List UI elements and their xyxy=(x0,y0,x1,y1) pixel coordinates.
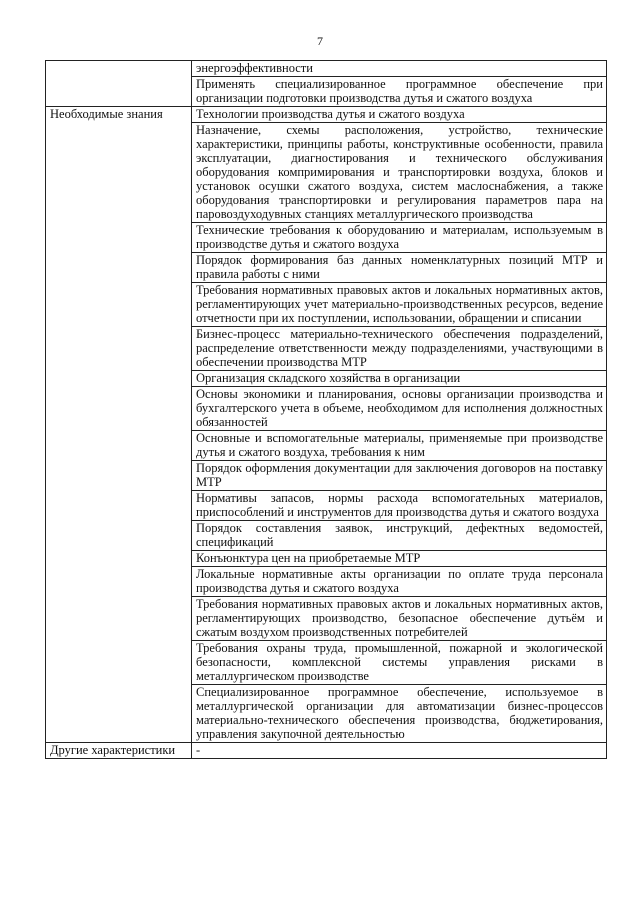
requirement-text: энергоэффективности xyxy=(192,61,607,77)
requirement-text: Основы экономики и планирования, основы организации производства и бухгалтерского учета в объеме, необходимом для исполнения должностных обязанностей xyxy=(192,387,607,431)
requirement-text: Нормативы запасов, нормы расхода вспомогательных материалов, приспособлений и инструментов для производства дутья и сжатого воздуха xyxy=(192,491,607,521)
requirement-text: Порядок составления заявок, инструкций, дефектных ведомостей, спецификаций xyxy=(192,521,607,551)
requirement-text: Локальные нормативные акты организации по оплате труда персонала производства дутья и сжатого воздуха xyxy=(192,567,607,597)
requirement-text: Применять специализированное программное обеспечение при организации подготовки производства дутья и сжатого воздуха xyxy=(192,77,607,107)
requirement-text: Технические требования к оборудованию и материалам, используемым в производстве дутья и сжатого воздуха xyxy=(192,223,607,253)
table-row xyxy=(46,743,607,759)
requirement-text: Технологии производства дутья и сжатого воздуха xyxy=(192,107,607,123)
requirement-text: Бизнес-процесс материально-технического обеспечения подразделений, распределение ответственности между подразделениями, участвующими в обеспечении производства МТР xyxy=(192,327,607,371)
requirements-table xyxy=(45,60,607,759)
requirement-text: Требования охраны труда, промышленной, пожарной и экологической безопасности, комплексной системы управления рисками в металлургическом производстве xyxy=(192,641,607,685)
requirement-text: Специализированное программное обеспечение, используемое в металлургической организации для автоматизации бизнес-процессов материально-технического обеспечения производства, бюджетирования, управления закупочной деятельностью xyxy=(192,685,607,743)
requirement-text: Требования нормативных правовых актов и локальных нормативных актов, регламентирующих учет материально-производственных ресурсов, ведение отчетности при их поступлении, использовании, обращении и списании xyxy=(192,283,607,327)
requirement-text: Назначение, схемы расположения, устройство, технические характеристики, принципы работы, конструктивные особенности, правила эксплуатации, диагностирования и технического обслуживания оборудования компримирования и транспортировки воздуха, блоков и установок осушки сжатого воздуха, систем маслоснабжения, а также оборудования транспортировки и регулирования параметров пара на паровоздуходувных станциях металлургического производства xyxy=(192,123,607,223)
requirement-text: - xyxy=(192,743,607,759)
requirement-text: Организация складского хозяйства в организации xyxy=(192,371,607,387)
section-label: Другие характеристики xyxy=(46,743,192,759)
section-label: Необходимые знания xyxy=(46,107,192,743)
table-row xyxy=(46,107,607,123)
requirement-text: Конъюнктура цен на приобретаемые МТР xyxy=(192,551,607,567)
requirements-table-body xyxy=(46,61,607,759)
page-number: 7 xyxy=(317,34,323,48)
section-label xyxy=(46,61,192,107)
table-row xyxy=(46,61,607,77)
requirement-text: Порядок оформления документации для заключения договоров на поставку МТР xyxy=(192,461,607,491)
requirement-text: Порядок формирования баз данных номенклатурных позиций МТР и правила работы с ними xyxy=(192,253,607,283)
requirement-text: Требования нормативных правовых актов и локальных нормативных актов, регламентирующих производство, безопасное обеспечение дутьём и сжатым воздухом производственных потребителей xyxy=(192,597,607,641)
requirement-text: Основные и вспомогательные материалы, применяемые при производстве дутья и сжатого воздуха, требования к ним xyxy=(192,431,607,461)
